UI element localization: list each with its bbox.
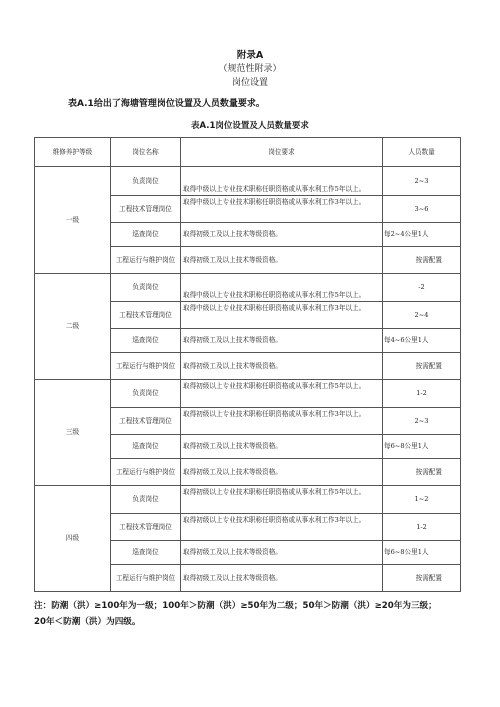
- note-line-1: 注：防潮（洪）≥100年为一级；100年＞防潮（洪）≥50年为二级；50年＞防潮（洪）≥20年为三级；: [34, 601, 437, 611]
- table-row: [35, 167, 461, 196]
- count-cell: 1-2: [383, 380, 461, 408]
- requirement-cell: 取得中级以上专业技术职称任职资格或从事水利工作3年以上。: [181, 302, 383, 329]
- count-cell: 按需配置: [383, 247, 461, 274]
- post-cell: 工程技术管理岗位: [111, 196, 181, 223]
- note-line-2: 20年＜防潮（洪）为四级。: [34, 617, 141, 627]
- post-cell: 巡查岗位: [111, 223, 181, 247]
- count-cell: 3~6: [383, 196, 461, 223]
- table-caption: 表A.1岗位设置及人员数量要求: [191, 121, 309, 131]
- table-row: [35, 274, 461, 302]
- post-cell: 负责岗位: [111, 274, 181, 302]
- count-cell: 按需配置: [383, 353, 461, 380]
- post-cell: 巡查岗位: [111, 541, 181, 565]
- count-cell: 每2~4公里1人: [383, 223, 461, 247]
- requirement-cell: 取得初级工及以上技术等级资格。: [181, 565, 383, 592]
- requirement-cell: 取得初级工及以上技术等级资格。: [181, 353, 383, 380]
- post-cell: 巡查岗位: [111, 329, 181, 353]
- count-cell: 按需配置: [383, 565, 461, 592]
- post-cell: 工程技术管理岗位: [111, 302, 181, 329]
- requirement-cell: 取得初级工及以上技术等级资格。: [181, 329, 383, 353]
- requirement-cell: 取得初级以上专业技术职称任职资格或从事水利工作3年以上。: [181, 514, 383, 541]
- appendix-type: （规范性附录）: [218, 64, 282, 74]
- table-note: [34, 598, 474, 630]
- level-cell: 二级: [35, 274, 111, 380]
- table-header-row: [35, 138, 461, 167]
- level-cell: 四级: [35, 486, 111, 592]
- appendix-heading: 附录A: [236, 50, 264, 61]
- requirement-cell: 取得中级以上专业技术职称任职资格或从事水利工作3年以上。: [181, 196, 383, 223]
- requirement-cell: 取得初级工及以上技术等级资格。: [181, 435, 383, 459]
- appendix-title: 岗位设置: [231, 78, 268, 88]
- count-cell: 每6~8公里1人: [383, 541, 461, 565]
- count-cell: 2~4: [383, 302, 461, 329]
- level-cell: 一级: [35, 167, 111, 274]
- post-cell: 负责岗位: [111, 167, 181, 196]
- header-requirement: 岗位要求: [181, 138, 383, 167]
- count-cell: 2~3: [383, 167, 461, 196]
- count-cell: 1~2: [383, 486, 461, 514]
- count-cell: 2~3: [383, 408, 461, 435]
- post-cell: 负责岗位: [111, 380, 181, 408]
- table-row: [35, 380, 461, 408]
- requirement-cell: 取得初级工及以上技术等级资格。: [181, 223, 383, 247]
- requirement-cell: 取得初级以上专业技术职称任职资格或从事水利工作5年以上。: [181, 486, 383, 514]
- level-cell: 三级: [35, 380, 111, 486]
- count-cell: -2: [383, 274, 461, 302]
- requirement-cell: 取得初级工及以上技术等级资格。: [181, 247, 383, 274]
- post-cell: 工程运行与维护岗位: [111, 459, 181, 486]
- requirement-cell: 取得初级工及以上技术等级资格。: [181, 541, 383, 565]
- header-count: 人员数量: [383, 138, 461, 167]
- count-cell: 1-2: [383, 514, 461, 541]
- requirement-cell: 取得初级以上专业技术职称任职资格或从事水利工作3年以上。: [181, 408, 383, 435]
- post-cell: 工程运行与维护岗位: [111, 247, 181, 274]
- requirement-cell: 取得中级以上专业技术职称任职资格或从事水利工作5年以上。: [181, 167, 383, 196]
- staffing-table: [34, 137, 461, 592]
- count-cell: 每4~6公里1人: [383, 329, 461, 353]
- count-cell: 按需配置: [383, 459, 461, 486]
- header-post: 岗位名称: [111, 138, 181, 167]
- requirement-cell: 取得初级以上专业技术职称任职资格或从事水利工作5年以上。: [181, 380, 383, 408]
- intro-paragraph: 表A.1给出了海塘管理岗位设置及人员数量要求。: [68, 99, 265, 109]
- post-cell: 巡查岗位: [111, 435, 181, 459]
- post-cell: 工程运行与维护岗位: [111, 565, 181, 592]
- requirement-cell: 取得中级以上专业技术职称任职资格或从事水利工作5年以上。: [181, 274, 383, 302]
- post-cell: 工程运行与维护岗位: [111, 353, 181, 380]
- post-cell: 工程技术管理岗位: [111, 408, 181, 435]
- post-cell: 工程技术管理岗位: [111, 514, 181, 541]
- table-row: [35, 486, 461, 514]
- header-level: 维修养护等级: [35, 138, 111, 167]
- requirement-cell: 取得初级工及以上技术等级资格。: [181, 459, 383, 486]
- post-cell: 负责岗位: [111, 486, 181, 514]
- count-cell: 每6~8公里1人: [383, 435, 461, 459]
